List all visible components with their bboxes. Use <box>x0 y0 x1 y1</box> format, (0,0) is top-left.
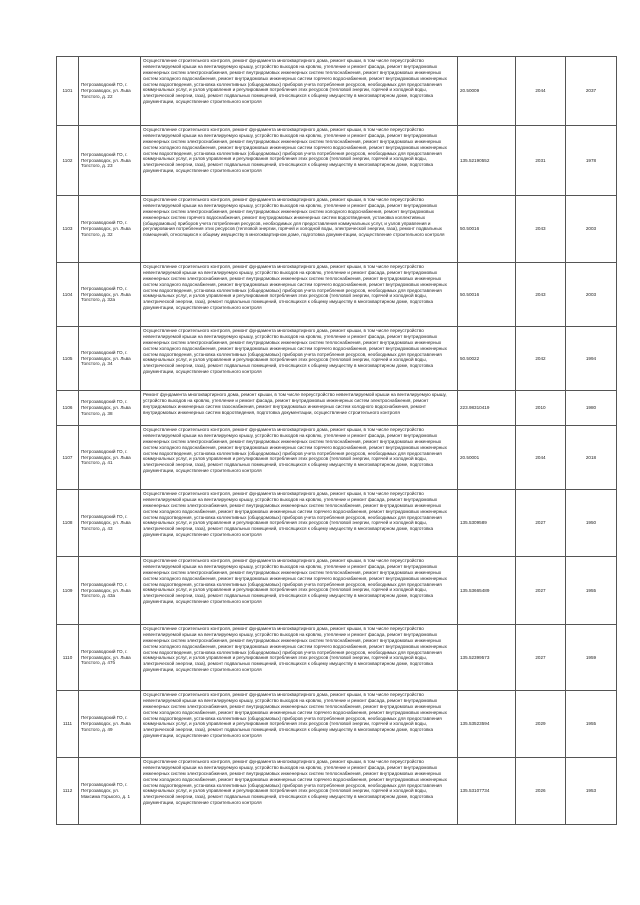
row-code: 223.98310419 <box>458 391 516 426</box>
table-row <box>57 691 617 758</box>
row-code: 20.50001 <box>458 426 516 490</box>
row-address: Петрозаводский ГО, г. Петрозаводск, ул. Льва Толстого, д. 43 <box>79 490 141 557</box>
row-year-built: 1978 <box>566 126 617 196</box>
row-address: Петрозаводский ГО, г. Петрозаводск, ул. Льва Толстого, д. 22 <box>79 57 141 126</box>
row-works: Осуществление строительного контроля, ремонт фундамента многоквартирного дома, ремонт крыши, в том числе переустройство невентилируемой крыши на вентилируемую крышу, устройство выходов на кровлю, утепление и ремонт фасада, ремонт внутридомовых инженерных систем электроснабжения, ремонт внутридомовых инженерных систем теплоснабжения, ремонт внутридомовых инженерных систем холодного водоснабжения, ремонт внутридомовых инженерных систем горячего водоснабжения, ремонт внутридомовых инженерных систем водоотведения, установка коллективных (общедомовых) приборов учета потребления ресурсов, необходимых для предоставления коммунальных услуг, и узлов управления и регулирования потребления этих ресурсов (тепловой энергии, горячей и холодной воды, электрической энергии, газа), ремонт подвальных помещений, относящихся к общему имуществу в многоквартирном доме, подготовка документации, осуществление строительного контроля <box>141 557 458 625</box>
row-year-planned: 2042 <box>516 327 566 391</box>
row-address: Петрозаводский ГО, г. Петрозаводск, ул. Льва Толстого, д. 32 <box>79 196 141 263</box>
table-row <box>57 557 617 625</box>
row-code: 135.5309589 <box>458 490 516 557</box>
row-number: 1106 <box>57 391 79 426</box>
row-number: 1107 <box>57 426 79 490</box>
row-works: Осуществление строительного контроля, ремонт фундамента многоквартирного дома, ремонт крыши, в том числе переустройство невентилируемой крыши на вентилируемую крышу, устройство выходов на кровлю, утепление и ремонт фасада, ремонт внутридомовых инженерных систем электроснабжения, ремонт внутридомовых инженерных систем холодного водоснабжения, ремонт внутридомовых инженерных систем горячего водоснабжения, ремонт внутридомовых инженерных систем водоотведения, установка коллективных (общедомовых) приборов учета потребления ресурсов, необходимых для предоставления коммунальных услуг, и узлов управления и регулирования потребления этих ресурсов (тепловой энергии, горячей и холодной воды, электрической энергии, газа), ремонт подвальных помещений, относящихся к общему имуществу в многоквартирном доме, подготовка документации, осуществление строительного контроля <box>141 196 458 263</box>
row-works: Осуществление строительного контроля, ремонт фундамента многоквартирного дома, ремонт крыши, в том числе переустройство невентилируемой крыши на вентилируемую крышу, устройство выходов на кровлю, утепление и ремонт фасада, ремонт внутридомовых инженерных систем электроснабжения, ремонт внутридомовых инженерных систем теплоснабжения, ремонт внутридомовых инженерных систем холодного водоснабжения, ремонт внутридомовых инженерных систем горячего водоснабжения, ремонт внутридомовых инженерных систем водоотведения, установка коллективных (общедомовых) приборов учета потребления ресурсов, необходимых для предоставления коммунальных услуг, и узлов управления и регулирования потребления этих ресурсов (тепловой энергии, горячей и холодной воды, электрической энергии, газа), ремонт подвальных помещений, относящихся к общему имуществу в многоквартирном доме, подготовка документации, осуществление строительного контроля <box>141 490 458 557</box>
row-works: Ремонт фундамента многоквартирного дома, ремонт крыши, в том числе переустройство невентилируемой крыши на вентилируемую крышу, устройство выходов на кровлю, утепление и ремонт фасада, ремонт внутридомовых инженерных систем электроснабжения, ремонт внутридомовых инженерных систем газоснабжения, ремонт внутридомовых инженерных систем холодного водоснабжения, ремонт внутридомовых инженерных систем водоотведения, подготовка документации, осуществление строительного контроля <box>141 391 458 426</box>
row-year-planned: 2044 <box>516 426 566 490</box>
row-address: Петрозаводский ГО, г. Петрозаводск, ул. Льва Толстого, д. 23 <box>79 126 141 196</box>
row-year-built: 1953 <box>566 758 617 825</box>
row-year-planned: 2044 <box>516 57 566 126</box>
table-body <box>57 57 617 825</box>
row-address: Петрозаводский ГО, г. Петрозаводск, ул. Льва Толстого, д. 41 <box>79 426 141 490</box>
row-year-built: 1994 <box>566 327 617 391</box>
row-year-built: 1955 <box>566 557 617 625</box>
row-year-planned: 2026 <box>516 758 566 825</box>
row-year-planned: 2043 <box>516 196 566 263</box>
table-row <box>57 426 617 490</box>
row-address: Петрозаводский ГО, г. Петрозаводск, ул. Льва Толстого, д. 49 <box>79 691 141 758</box>
table-row <box>57 391 617 426</box>
row-code: 50.50022 <box>458 327 516 391</box>
row-code: 20.50009 <box>458 57 516 126</box>
capital-repair-table <box>56 56 617 825</box>
table-row <box>57 57 617 126</box>
row-works: Осуществление строительного контроля, ремонт фундамента многоквартирного дома, ремонт крыши, в том числе переустройство невентилируемой крыши на вентилируемую крышу, устройство выходов на кровлю, утепление и ремонт фасада, ремонт внутридомовых инженерных систем электроснабжения, ремонт внутридомовых инженерных систем теплоснабжения, ремонт внутридомовых инженерных систем холодного водоснабжения, ремонт внутридомовых инженерных систем горячего водоснабжения, ремонт внутридомовых инженерных систем водоотведения, установка коллективных (общедомовых) приборов учета потребления ресурсов, необходимых для предоставления коммунальных услуг, и узлов управления и регулирования потребления этих ресурсов (тепловой энергии, горячей и холодной воды, электрической энергии, газа), ремонт подвальных помещений, относящихся к общему имуществу в многоквартирном доме, подготовка документации, осуществление строительного контроля <box>141 57 458 126</box>
row-code: 135.52399573 <box>458 625 516 691</box>
row-year-planned: 2043 <box>516 263 566 327</box>
row-address: Петрозаводский ГО, г. Петрозаводск, ул. Льва Толстого, д. 38 <box>79 391 141 426</box>
row-works: Осуществление строительного контроля, ремонт фундамента многоквартирного дома, ремонт крыши, в том числе переустройство невентилируемой крыши на вентилируемую крышу, устройство выходов на кровлю, утепление и ремонт фасада, ремонт внутридомовых инженерных систем электроснабжения, ремонт внутридомовых инженерных систем теплоснабжения, ремонт внутридомовых инженерных систем холодного водоснабжения, ремонт внутридомовых инженерных систем горячего водоснабжения, ремонт внутридомовых инженерных систем водоотведения, установка коллективных (общедомовых) приборов учета потребления ресурсов, необходимых для предоставления коммунальных услуг, и узлов управления и регулирования потребления этих ресурсов (тепловой энергии, горячей и холодной воды, электрической энергии, газа), ремонт подвальных помещений, относящихся к общему имуществу в многоквартирном доме, подготовка документации, осуществление строительного контроля <box>141 126 458 196</box>
row-year-planned: 2027 <box>516 557 566 625</box>
row-works: Осуществление строительного контроля, ремонт фундамента многоквартирного дома, ремонт крыши, в том числе переустройство невентилируемой крыши на вентилируемую крышу, устройство выходов на кровлю, утепление и ремонт фасада, ремонт внутридомовых инженерных систем электроснабжения, ремонт внутридомовых инженерных систем теплоснабжения, ремонт внутридомовых инженерных систем холодного водоснабжения, ремонт внутридомовых инженерных систем горячего водоснабжения, ремонт внутридомовых инженерных систем водоотведения, установка коллективных (общедомовых) приборов учета потребления ресурсов, необходимых для предоставления коммунальных услуг, и узлов управления и регулирования потребления этих ресурсов (тепловой энергии, горячей и холодной воды, электрической энергии, газа), ремонт подвальных помещений, относящихся к общему имуществу в многоквартирном доме, подготовка документации, осуществление строительного контроля <box>141 625 458 691</box>
table-row <box>57 196 617 263</box>
row-year-planned: 2027 <box>516 625 566 691</box>
row-works: Осуществление строительного контроля, ремонт фундамента многоквартирного дома, ремонт крыши, в том числе переустройство невентилируемой крыши на вентилируемую крышу, устройство выходов на кровлю, утепление и ремонт фасада, ремонт внутридомовых инженерных систем электроснабжения, ремонт внутридомовых инженерных систем теплоснабжения, ремонт внутридомовых инженерных систем холодного водоснабжения, ремонт внутридомовых инженерных систем горячего водоснабжения, ремонт внутридомовых инженерных систем водоотведения, установка коллективных (общедомовых) приборов учета потребления ресурсов, необходимых для предоставления коммунальных услуг, и узлов управления и регулирования потребления этих ресурсов (тепловой энергии, горячей и холодной воды, электрической энергии, газа), ремонт подвальных помещений, относящихся к общему имуществу в многоквартирном доме, подготовка документации, осуществление строительного контроля <box>141 691 458 758</box>
row-number: 1110 <box>57 625 79 691</box>
row-year-built: 2037 <box>566 57 617 126</box>
table-row <box>57 490 617 557</box>
table-row <box>57 327 617 391</box>
row-year-planned: 2031 <box>516 126 566 196</box>
row-works: Осуществление строительного контроля, ремонт фундамента многоквартирного дома, ремонт крыши, в том числе переустройство невентилируемой крыши на вентилируемую крышу, устройство выходов на кровлю, утепление и ремонт фасада, ремонт внутридомовых инженерных систем электроснабжения, ремонт внутридомовых инженерных систем теплоснабжения, ремонт внутридомовых инженерных систем холодного водоснабжения, ремонт внутридомовых инженерных систем горячего водоснабжения, ремонт внутридомовых инженерных систем водоотведения, установка коллективных (общедомовых) приборов учета потребления ресурсов, необходимых для предоставления коммунальных услуг, и узлов управления и регулирования потребления этих ресурсов (тепловой энергии, горячей и холодной воды, электрической энергии, газа), ремонт подвальных помещений, относящихся к общему имуществу в многоквартирном доме, подготовка документации, осуществление строительного контроля <box>141 758 458 825</box>
row-year-built: 2003 <box>566 263 617 327</box>
row-year-built: 1950 <box>566 490 617 557</box>
row-address: Петрозаводский ГО, г. Петрозаводск, ул. Максима Горького, д. 1 <box>79 758 141 825</box>
row-address: Петрозаводский ГО, г. Петрозаводск, ул. Льва Толстого, д. 32а <box>79 263 141 327</box>
row-number: 1109 <box>57 557 79 625</box>
row-works: Осуществление строительного контроля, ремонт фундамента многоквартирного дома, ремонт крыши, в том числе переустройство невентилируемой крыши на вентилируемую крышу, устройство выходов на кровлю, утепление и ремонт фасада, ремонт внутридомовых инженерных систем электроснабжения, ремонт внутридомовых инженерных систем теплоснабжения, ремонт внутридомовых инженерных систем холодного водоснабжения, ремонт внутридомовых инженерных систем горячего водоснабжения, ремонт внутридомовых инженерных систем водоотведения, установка коллективных (общедомовых) приборов учета потребления ресурсов, необходимых для предоставления коммунальных услуг, и узлов управления и регулирования потребления этих ресурсов (тепловой энергии, горячей и холодной воды, электрической энергии, газа), ремонт подвальных помещений, относящихся к общему имуществу в многоквартирном доме, подготовка документации, осуществление строительного контроля <box>141 327 458 391</box>
row-works: Осуществление строительного контроля, ремонт фундамента многоквартирного дома, ремонт крыши, в том числе переустройство невентилируемой крыши на вентилируемую крышу, устройство выходов на кровлю, утепление и ремонт фасада, ремонт внутридомовых инженерных систем электроснабжения, ремонт внутридомовых инженерных систем теплоснабжения, ремонт внутридомовых инженерных систем холодного водоснабжения, ремонт внутридомовых инженерных систем горячего водоснабжения, ремонт внутридомовых инженерных систем водоотведения, установка коллективных (общедомовых) приборов учета потребления ресурсов, необходимых для предоставления коммунальных услуг, и узлов управления и регулирования потребления этих ресурсов (тепловой энергии, горячей и холодной воды, электрической энергии, газа), ремонт подвальных помещений, относящихся к общему имуществу в многоквартирном доме, подготовка документации, осуществление строительного контроля <box>141 426 458 490</box>
row-number: 1112 <box>57 758 79 825</box>
row-works: Осуществление строительного контроля, ремонт фундамента многоквартирного дома, ремонт крыши, в том числе переустройство невентилируемой крыши на вентилируемую крышу, устройство выходов на кровлю, утепление и ремонт фасада, ремонт внутридомовых инженерных систем электроснабжения, ремонт внутридомовых инженерных систем теплоснабжения, ремонт внутридомовых инженерных систем холодного водоснабжения, ремонт внутридомовых инженерных систем горячего водоснабжения, ремонт внутридомовых инженерных систем водоотведения, установка коллективных (общедомовых) приборов учета потребления ресурсов, необходимых для предоставления коммунальных услуг, и узлов управления и регулирования потребления этих ресурсов (тепловой энергии, горячей и холодной воды, электрической энергии, газа), ремонт подвальных помещений, относящихся к общему имуществу в многоквартирном доме, подготовка документации, осуществление строительного контроля <box>141 263 458 327</box>
row-address: Петрозаводский ГО, г. Петрозаводск, ул. Льва Толстого, д. 34 <box>79 327 141 391</box>
row-address: Петрозаводский ГО, г. Петрозаводск, ул. Льва Толстого, д. 47б <box>79 625 141 691</box>
row-year-built: 1980 <box>566 391 617 426</box>
row-number: 1111 <box>57 691 79 758</box>
row-address: Петрозаводский ГО, г. Петрозаводск, ул. Льва Толстого, д. 43а <box>79 557 141 625</box>
row-year-built: 1959 <box>566 625 617 691</box>
row-number: 1103 <box>57 196 79 263</box>
table-row <box>57 758 617 825</box>
row-number: 1102 <box>57 126 79 196</box>
row-code: 50.50016 <box>458 263 516 327</box>
row-code: 135.53523594 <box>458 691 516 758</box>
row-year-planned: 2029 <box>516 691 566 758</box>
row-year-planned: 2027 <box>516 490 566 557</box>
row-code: 135.53107734 <box>458 758 516 825</box>
row-code: 135.53665489 <box>458 557 516 625</box>
row-year-planned: 2010 <box>516 391 566 426</box>
row-number: 1108 <box>57 490 79 557</box>
table-row <box>57 263 617 327</box>
row-code: 135.52190552 <box>458 126 516 196</box>
row-number: 1105 <box>57 327 79 391</box>
row-year-built: 1955 <box>566 691 617 758</box>
row-number: 1101 <box>57 57 79 126</box>
row-year-built: 2018 <box>566 426 617 490</box>
table-row <box>57 625 617 691</box>
row-year-built: 2003 <box>566 196 617 263</box>
row-code: 50.50016 <box>458 196 516 263</box>
table-row <box>57 126 617 196</box>
row-number: 1104 <box>57 263 79 327</box>
